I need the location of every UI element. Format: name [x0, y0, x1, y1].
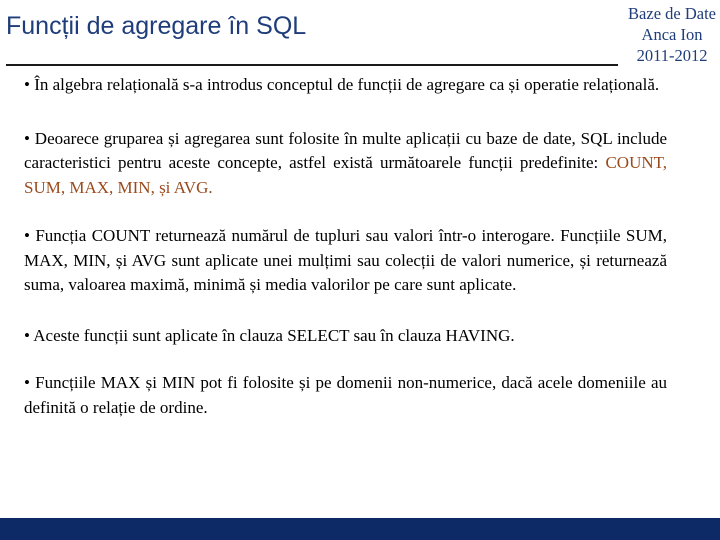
slide-content — [24, 73, 667, 444]
course-name: Baze de Date — [628, 4, 716, 23]
slide-title: Funcții de agregare în SQL — [6, 12, 307, 40]
bullet-count-function — [24, 224, 667, 298]
function-list-highlight: COUNT, SUM, MAX, MIN, și AVG. — [24, 153, 667, 197]
bullet-text: • Funcțiile MAX și MIN pot fi folosite și pe domenii non-numerice, dacă acele domeniile au definită o relație de ordine. — [24, 373, 667, 417]
footer-bar — [0, 518, 720, 540]
bullet-select-having — [24, 324, 667, 349]
bullet-max-min-domains — [24, 371, 667, 420]
bullet-text: • Deoarece gruparea și agregarea sunt folosite în multe aplicații cu baze de date, SQL include caracteristici pentru aceste concepte, astfel există următoarele funcții predefinite: — [24, 128, 667, 172]
title-divider — [6, 64, 618, 66]
bullet-predefined-functions — [24, 127, 667, 201]
academic-year: 2011-2012 — [636, 46, 708, 65]
bullet-text: • Aceste funcții sunt aplicate în clauza SELECT sau în clauza HAVING. — [24, 325, 515, 345]
bullet-text: • În algebra relațională s-a introdus conceptul de funcții de agregare ca și operatie relațională. — [24, 75, 660, 94]
bullet-text: • Funcția COUNT returnează numărul de tupluri sau valori într-o interogare. Funcțiile SUM, MAX, MIN, și AVG sunt aplicate unei mulțimi sau colecții de valori numerice, și returnează suma, valoarea maximă, minimă și media valorilor pe care sunt aplicate. — [24, 226, 667, 294]
author-name: Anca Ion — [641, 25, 703, 44]
bullet-relational-algebra — [24, 73, 667, 98]
header-info — [628, 3, 716, 66]
